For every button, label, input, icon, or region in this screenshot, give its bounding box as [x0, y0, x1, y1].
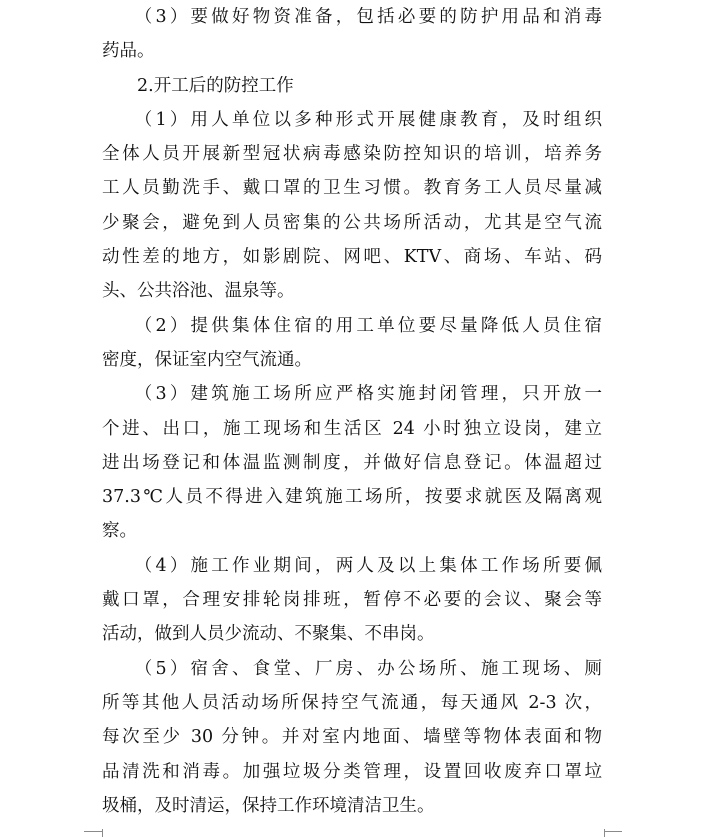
text-line: 头、公共浴池、温泉等。: [102, 281, 295, 302]
crop-mark-right-vertical: [604, 829, 605, 837]
text-line: 全体人员开展新型冠状病毒感染防控知识的培训，培养务: [102, 144, 602, 165]
text-line: 活动，做到人员少流动、不聚集、不串岗。: [102, 624, 435, 645]
text-line: 所等其他人员活动场所保持空气流通，每天通风 2-3 次，: [102, 692, 602, 713]
text-line: 个进、出口，施工现场和生活区 24 小时独立设岗，建立: [102, 418, 602, 439]
section-heading: 2.开工后的防控工作: [102, 75, 294, 96]
text-line: 察。: [102, 521, 137, 542]
crop-mark-left: [84, 831, 102, 832]
crop-mark-right: [604, 831, 622, 832]
document-body: [102, 0, 602, 823]
text-line: （2）提供集体住宿的用工单位要尽量降低人员住宿: [102, 315, 602, 336]
text-line: 圾桶，及时清运，保持工作环境清洁卫生。: [102, 795, 435, 816]
text-line: （3）建筑施工场所应严格实施封闭管理，只开放一: [102, 384, 602, 405]
text-line: （1）用人单位以多种形式开展健康教育，及时组织: [102, 109, 602, 130]
text-line: 密度，保证室内空气流通。: [102, 349, 312, 370]
text-line: 37.3℃人员不得进入建筑施工场所，按要求就医及隔离观: [102, 487, 602, 508]
text-line: 每次至少 30 分钟。并对室内地面、墙壁等物体表面和物: [102, 727, 602, 748]
text-line: 进出场登记和体温监测制度，并做好信息登记。体温超过: [102, 452, 602, 473]
text-line: 少聚会，避免到人员密集的公共场所活动，尤其是空气流: [102, 212, 602, 233]
text-line: 工人员勤洗手、戴口罩的卫生习惯。教育务工人员尽量减: [102, 178, 602, 199]
text-line: （3）要做好物资准备，包括必要的防护用品和消毒: [102, 7, 602, 27]
text-line: 动性差的地方，如影剧院、网吧、KTV、商场、车站、码: [102, 247, 602, 268]
text-line: 品清洗和消毒。加强垃圾分类管理，设置回收废弃口罩垃: [102, 761, 602, 782]
text-line: 药品。: [102, 41, 155, 62]
text-line: （5）宿舍、食堂、厂房、办公场所、施工现场、厕: [102, 658, 602, 679]
text-line: （4）施工作业期间，两人及以上集体工作场所要佩: [102, 555, 602, 576]
text-line: 戴口罩，合理安排轮岗排班，暂停不必要的会议、聚会等: [102, 590, 602, 611]
crop-mark-left-vertical: [102, 829, 103, 837]
